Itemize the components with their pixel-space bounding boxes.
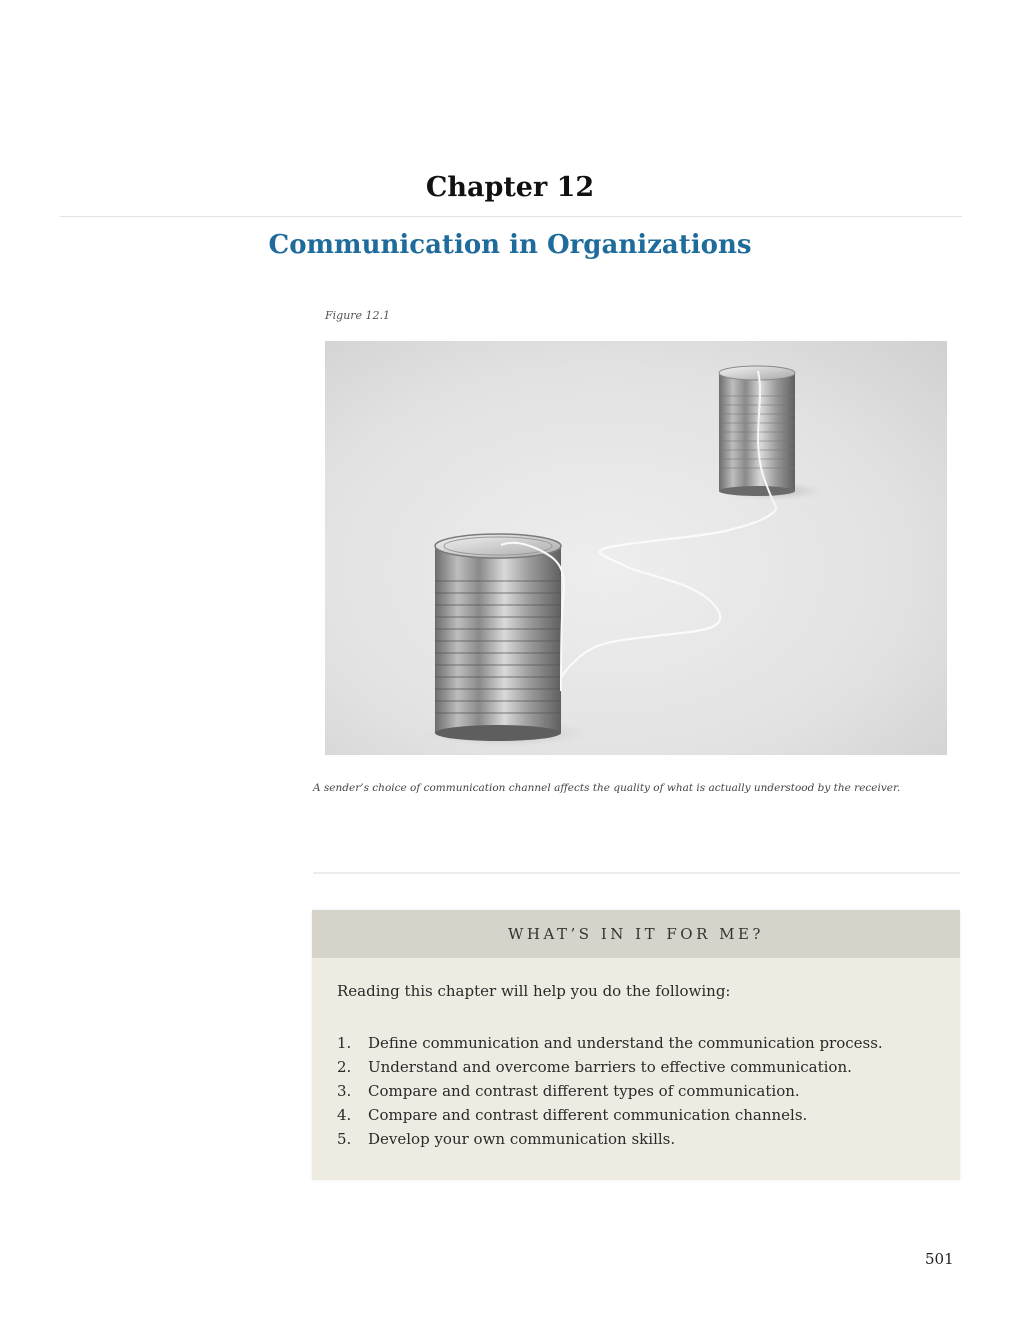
chapter-number: Chapter 12	[425, 172, 595, 203]
list-item-number: 5.	[337, 1130, 352, 1148]
list-item-number: 2.	[337, 1058, 352, 1076]
list-item	[337, 1079, 883, 1103]
list-item	[337, 1031, 883, 1055]
list-item-text: Define communication and understand the communication process.	[368, 1034, 883, 1052]
wiifm-intro: Reading this chapter will help you do the following:	[337, 982, 731, 1000]
whats-in-it-for-me-box	[312, 910, 960, 1180]
list-item	[337, 1103, 883, 1127]
list-item-text: Develop your own communication skills.	[368, 1130, 676, 1148]
list-item-number: 4.	[337, 1106, 352, 1124]
section-divider	[313, 872, 960, 874]
wiifm-heading: WHAT’S IN IT FOR ME?	[508, 925, 764, 943]
figure-caption: A sender’s choice of communication channel affects the quality of what is actually understood by the receiver.	[313, 782, 901, 794]
figure-photo-tin-can-telephone	[325, 341, 947, 755]
title-divider	[60, 216, 962, 217]
wiifm-header	[312, 910, 960, 958]
list-item-number: 3.	[337, 1082, 352, 1100]
list-item	[337, 1055, 883, 1079]
list-item	[337, 1127, 883, 1151]
list-item-text: Compare and contrast different types of communication.	[368, 1082, 800, 1100]
chapter-title: Communication in Organizations	[268, 230, 752, 260]
learning-objectives-list	[337, 1031, 883, 1151]
list-item-text: Compare and contrast different communication channels.	[368, 1106, 808, 1124]
page-number: 501	[925, 1250, 954, 1268]
list-item-number: 1.	[337, 1034, 352, 1052]
figure-label: Figure 12.1	[325, 309, 391, 322]
list-item-text: Understand and overcome barriers to effective communication.	[368, 1058, 852, 1076]
